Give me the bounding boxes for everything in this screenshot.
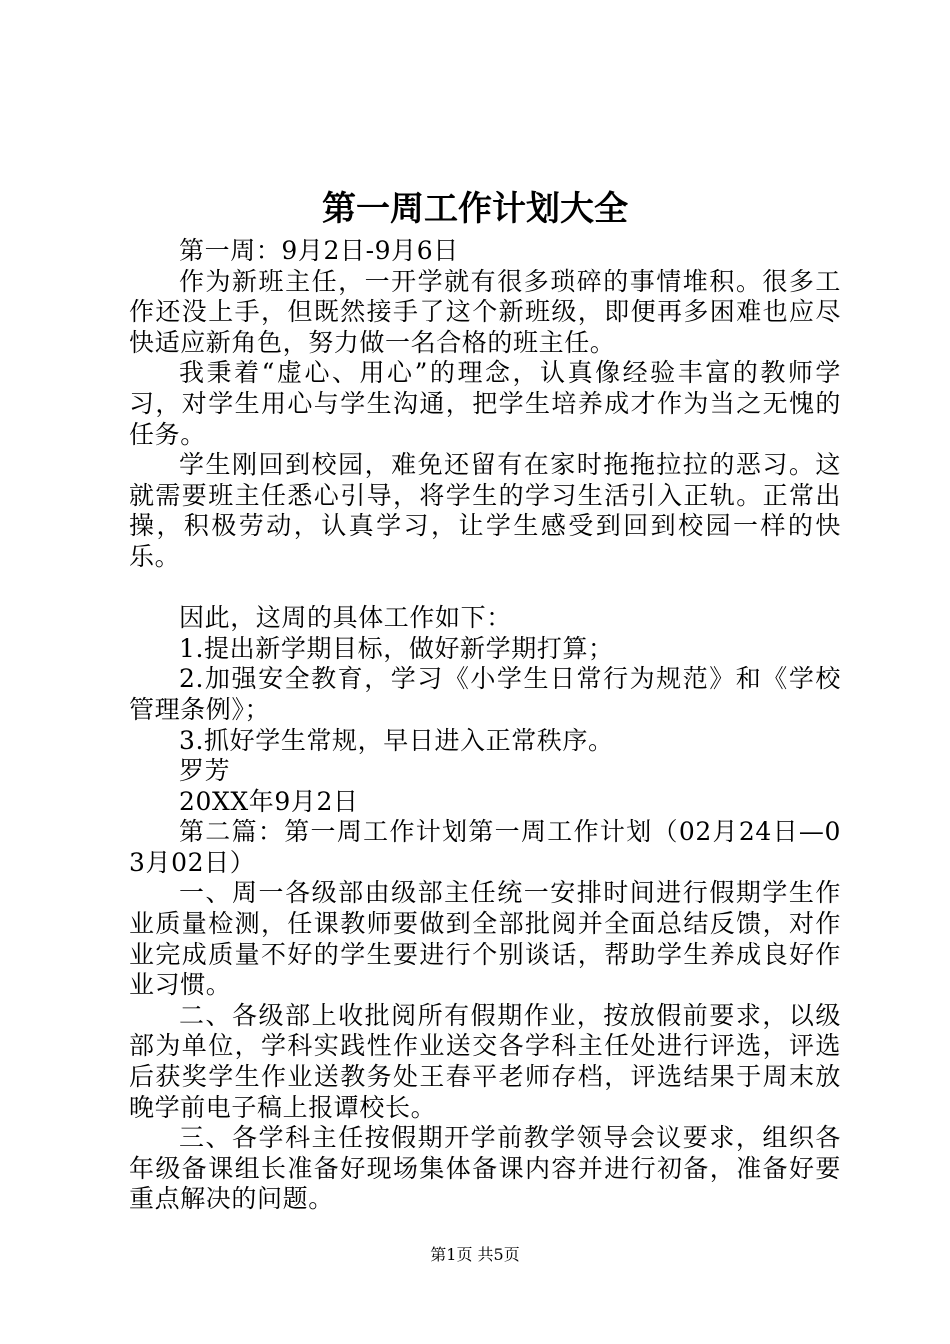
page-footer: 第1页 共5页 bbox=[430, 1245, 520, 1264]
section-two-heading: 第二篇：第一周工作计划第一周工作计划（02月24日—03月02日） bbox=[129, 817, 841, 877]
blank-line bbox=[129, 573, 841, 604]
paragraph-item-three: 三、各学科主任按假期开学前教学领导会议要求，组织各年级备课组长准备好现场集体备课内容并进行初备，准备好要重点解决的问题。 bbox=[129, 1123, 841, 1214]
author-name: 罗芳 bbox=[179, 756, 231, 786]
paragraph-item-two: 二、各级部上收批阅所有假期作业，按放假前要求，以级部为单位，学科实践性作业送交各学科主任处进行评选，评选后获奖学生作业送教务处王春平老师存档，评选结果于周末放晚学前电子稿上报谭校长。 bbox=[129, 1000, 841, 1122]
document-body bbox=[129, 236, 841, 1215]
document-title: 第一周工作计划大全 bbox=[322, 189, 628, 229]
paragraph-week-dates: 第一周：9月2日-9月6日 bbox=[179, 236, 459, 265]
paragraph-students: 学生刚回到校园，难免还留有在家时拖拖拉拉的恶习。这就需要班主任悉心引导，将学生的学习生活引入正轨。正常出操，积极劳动，认真学习，让学生感受到回到校园一样的快乐。 bbox=[129, 450, 841, 571]
list-item-3: 3.抓好学生常规，早日进入正常秩序。 bbox=[179, 725, 614, 755]
paragraph-intro: 作为新班主任，一开学就有很多琐碎的事情堆积。很多工作还没上手，但既然接手了这个新班级，即便再多困难也应尽快适应新角色，努力做一名合格的班主任。 bbox=[129, 266, 841, 357]
paragraph-philosophy: 我秉着“虚心、用心”的理念，认真像经验丰富的教师学习，对学生用心与学生沟通，把学生培养成才作为当之无愧的任务。 bbox=[129, 358, 841, 449]
document-date: 20XX年9月2日 bbox=[179, 786, 359, 816]
list-item-2: 2.加强安全教育，学习《小学生日常行为规范》和《学校管理条例》； bbox=[129, 664, 841, 724]
paragraph-work-heading: 因此，这周的具体工作如下： bbox=[179, 603, 512, 633]
paragraph-item-one: 一、周一各级部由级部主任统一安排时间进行假期学生作业质量检测，任课教师要做到全部批阅并全面总结反馈，对作业完成质量不好的学生要进行个别谈话，帮助学生养成良好作业习惯。 bbox=[129, 878, 841, 1000]
list-item-1: 1.提出新学期目标，做好新学期打算； bbox=[179, 633, 614, 663]
